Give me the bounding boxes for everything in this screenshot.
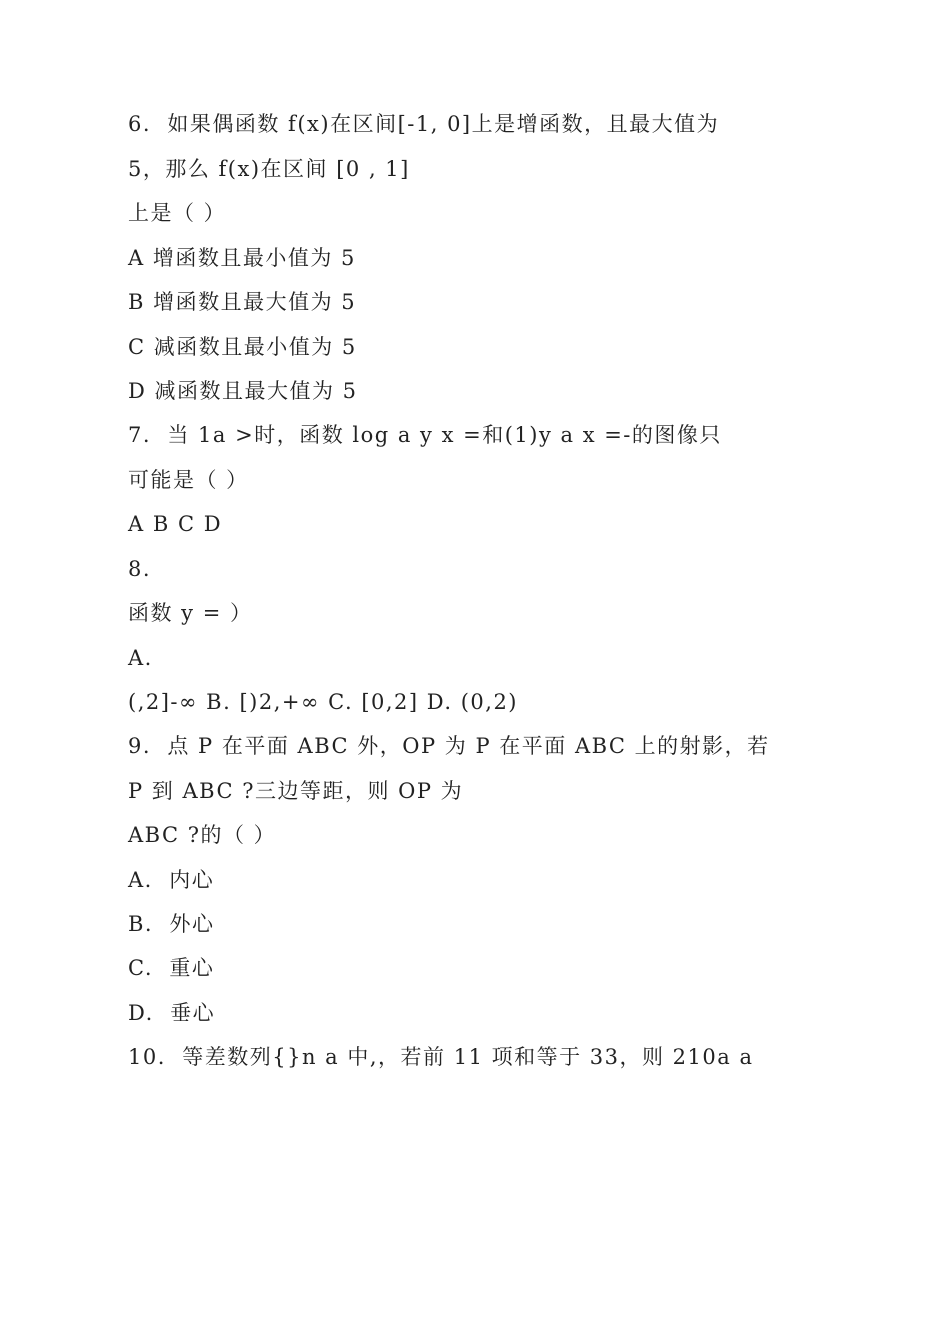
q7-stem-line-1: 7. 当 1a >时，函数 log a y x =和(1)y a x =-的图像只 xyxy=(128,423,722,447)
q10-stem-line-1: 10. 等差数列{}n a 中,，若前 11 项和等于 33，则 210a a xyxy=(128,1045,754,1069)
q6-option-a: A 增函数且最小值为 5 xyxy=(128,246,356,270)
q9-option-d: D. 垂心 xyxy=(128,1001,216,1025)
q9-stem-line-1: 9. 点 P 在平面 ABC 外，OP 为 P 在平面 ABC 上的射影，若 xyxy=(128,734,770,758)
q9-option-a: A. 内心 xyxy=(128,868,215,892)
q7-options: A B C D xyxy=(128,512,223,536)
q6-stem-line-2: 5，那么 f(x)在区间 [0 , 1] xyxy=(128,157,410,181)
q7-stem-line-2: 可能是（ ） xyxy=(128,468,249,492)
q8-option-a-label: A. xyxy=(128,646,153,670)
q8-number: 8. xyxy=(128,557,152,581)
q9-option-b: B. 外心 xyxy=(128,912,215,936)
q6-stem-line-3: 上是（ ） xyxy=(128,201,227,225)
q9-stem-line-3: ABC ?的（ ） xyxy=(128,823,277,847)
q8-stem: 函数 y = ） xyxy=(128,601,253,625)
q6-option-d: D 减函数且最大值为 5 xyxy=(128,379,358,403)
q9-stem-line-2: P 到 ABC ?三边等距，则 OP 为 xyxy=(128,779,464,803)
q6-option-b: B 增函数且最大值为 5 xyxy=(128,290,357,314)
q9-option-c: C. 重心 xyxy=(128,956,215,980)
q8-options: (,2]-∞ B. [)2,+∞ C. [0,2] D. (0,2) xyxy=(128,690,519,714)
q6-stem-line-1: 6. 如果偶函数 f(x)在区间[-1, 0]上是增函数，且最大值为 xyxy=(128,112,720,136)
q6-option-c: C 减函数且最小值为 5 xyxy=(128,335,357,359)
